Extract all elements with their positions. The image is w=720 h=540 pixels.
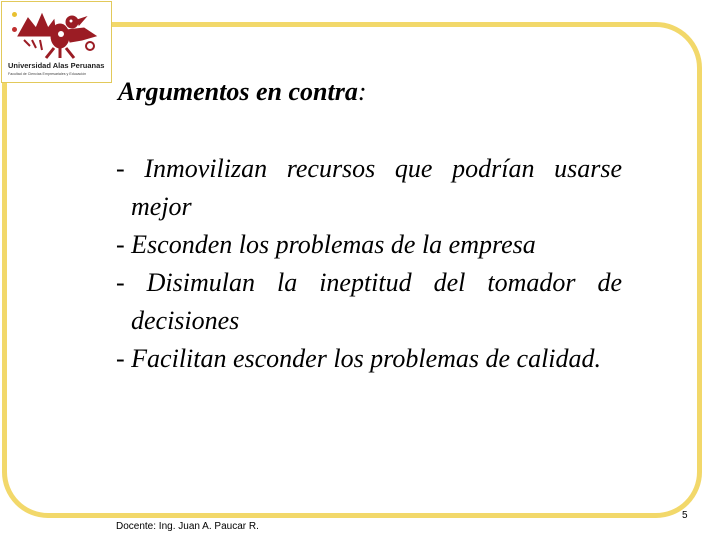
footer-author: Docente: Ing. Juan A. Paucar R.: [116, 521, 259, 532]
slide-title: [118, 77, 367, 107]
university-faculty: Facultad de Ciencias Empresariales y Educación: [8, 72, 87, 76]
list-item-dash: -: [116, 268, 125, 297]
university-logo: [1, 1, 112, 83]
list-item-text: Inmovilizan recursos que podrían usarse mejor: [124, 154, 622, 221]
list-item: [116, 150, 622, 226]
list-item-text: Disimulan la ineptitud del tomador de decisiones: [124, 268, 622, 335]
university-name: Universidad Alas Peruanas: [8, 61, 105, 70]
page-number: 5: [682, 510, 688, 521]
list-item: [116, 226, 622, 264]
university-crest-icon: [14, 6, 102, 60]
list-item-dash: -: [116, 230, 125, 259]
slide-title-colon: :: [357, 77, 367, 106]
argument-list: [116, 150, 622, 378]
list-item-dash: -: [116, 344, 125, 373]
list-item: [116, 340, 622, 378]
list-item-dash: -: [116, 154, 125, 183]
slide-title-text: Argumentos en contra: [118, 77, 358, 106]
list-item: [116, 264, 622, 340]
list-item-text: Facilitan esconder los problemas de calidad.: [124, 344, 602, 373]
list-item-text: Esconden los problemas de la empresa: [124, 230, 536, 259]
